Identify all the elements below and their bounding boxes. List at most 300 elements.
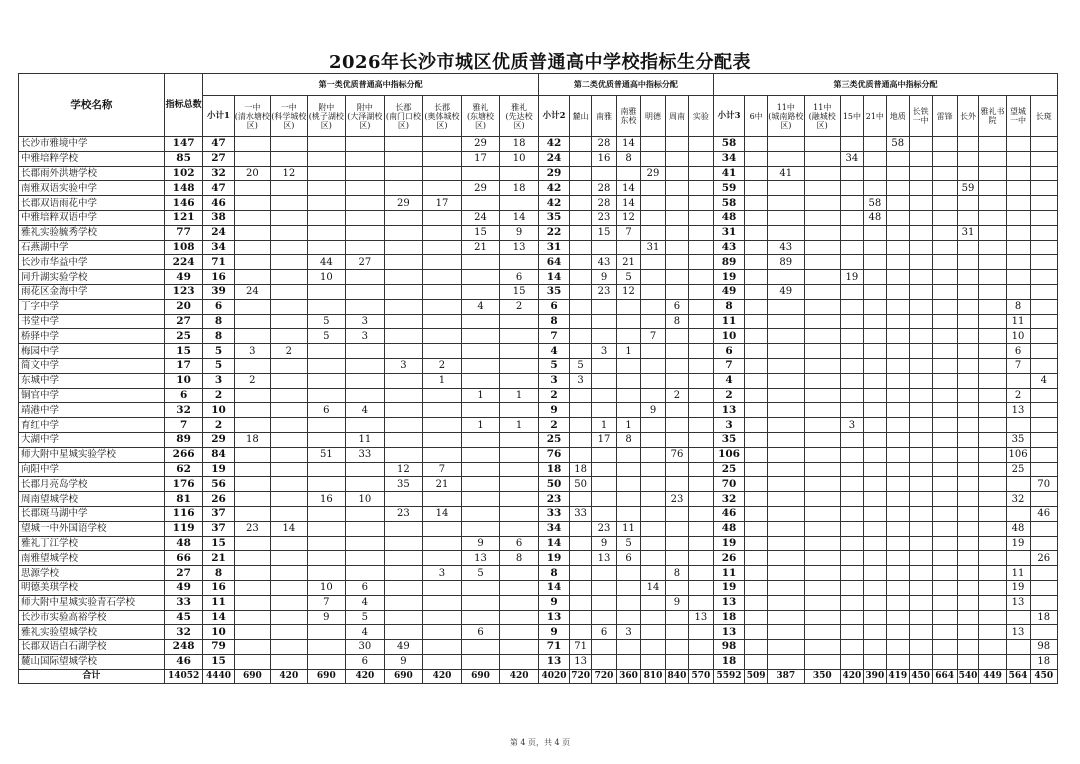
cell-value: 9 (538, 403, 569, 418)
cell-value (384, 137, 423, 152)
cell-value (863, 329, 886, 344)
cell-value: 6 (666, 299, 689, 314)
cell-value (641, 270, 666, 285)
cell-value (768, 299, 804, 314)
cell-value (423, 654, 462, 669)
cell-value (384, 580, 423, 595)
cell-value (346, 462, 385, 477)
cell-value (745, 284, 768, 299)
cell-value (641, 225, 666, 240)
cell-value (1030, 566, 1058, 581)
cell-value: 360 (617, 669, 641, 684)
cell-value (979, 462, 1006, 477)
cell-value: 14 (203, 610, 234, 625)
cell-value (745, 418, 768, 433)
cell-value (461, 403, 500, 418)
cell-value (863, 536, 886, 551)
cell-value: 146 (164, 196, 203, 211)
cell-value (234, 196, 270, 211)
cell-value (234, 506, 270, 521)
cell-value (886, 640, 909, 655)
cell-value (234, 181, 270, 196)
cell-value (957, 255, 979, 270)
cell-value (346, 477, 385, 492)
column-header: 南雅 (592, 96, 617, 137)
cell-value: 564 (1006, 669, 1030, 684)
cell-value (461, 166, 500, 181)
cell-value (909, 521, 932, 536)
cell-value: 10 (307, 580, 346, 595)
cell-value: 420 (423, 669, 462, 684)
cell-value (346, 166, 385, 181)
cell-value: 509 (745, 669, 768, 684)
cell-value (863, 595, 886, 610)
cell-value (1030, 181, 1058, 196)
cell-value (234, 225, 270, 240)
cell-value (1006, 654, 1030, 669)
cell-value (307, 373, 346, 388)
cell-value: 3 (346, 314, 385, 329)
cell-value: 23 (234, 521, 270, 536)
cell-value: 48 (164, 536, 203, 551)
cell-value: 18 (500, 181, 539, 196)
cell-value: 8 (713, 299, 744, 314)
cell-value (979, 432, 1006, 447)
cell-value (1030, 344, 1058, 359)
cell-value (666, 210, 689, 225)
cell-value (804, 551, 840, 566)
cell-value (979, 240, 1006, 255)
column-header: 雅礼书院 (979, 96, 1006, 137)
cell-value (1030, 284, 1058, 299)
column-header: 附中 (大泽湖校区) (346, 96, 385, 137)
table-row (19, 625, 1058, 640)
cell-value (500, 625, 539, 640)
table-row (19, 610, 1058, 625)
total-row (19, 669, 1058, 684)
cell-value (909, 270, 932, 285)
cell-value (768, 566, 804, 581)
school-name: 同升湖实验学校 (19, 270, 165, 285)
cell-value (617, 314, 641, 329)
cell-value (384, 610, 423, 625)
cell-value: 70 (1030, 477, 1058, 492)
cell-value (1030, 403, 1058, 418)
cell-value: 9 (538, 595, 569, 610)
cell-value: 34 (538, 521, 569, 536)
cell-value: 18 (713, 610, 744, 625)
cell-value (461, 344, 500, 359)
cell-value: 23 (384, 506, 423, 521)
cell-value: 18 (234, 432, 270, 447)
cell-value (666, 462, 689, 477)
cell-value (271, 462, 307, 477)
cell-value (957, 270, 979, 285)
cell-value (234, 551, 270, 566)
cell-value (840, 477, 863, 492)
table-row (19, 358, 1058, 373)
cell-value: 46 (203, 196, 234, 211)
cell-value: 13 (1006, 403, 1030, 418)
cell-value (617, 492, 641, 507)
school-name: 南雅望城学校 (19, 551, 165, 566)
cell-value: 19 (1006, 536, 1030, 551)
cell-value: 1 (423, 373, 462, 388)
cell-value (979, 388, 1006, 403)
cell-value (688, 654, 713, 669)
cell-value (932, 447, 957, 462)
cell-value (886, 314, 909, 329)
cell-value: 25 (1006, 462, 1030, 477)
cell-value (979, 403, 1006, 418)
cell-value: 31 (641, 240, 666, 255)
cell-value: 1 (617, 418, 641, 433)
cell-value (570, 551, 592, 566)
cell-value (909, 358, 932, 373)
cell-value (932, 654, 957, 669)
cell-value (932, 580, 957, 595)
cell-value (641, 388, 666, 403)
cell-value (957, 314, 979, 329)
cell-value: 119 (164, 521, 203, 536)
cell-value: 8 (203, 329, 234, 344)
cell-value (617, 610, 641, 625)
cell-value (768, 418, 804, 433)
cell-value: 58 (713, 196, 744, 211)
cell-value (1006, 166, 1030, 181)
cell-value (688, 137, 713, 152)
cell-value: 9 (538, 625, 569, 640)
cell-value (745, 654, 768, 669)
column-header: 21中 (863, 96, 886, 137)
cell-value (666, 432, 689, 447)
cell-value: 31 (957, 225, 979, 240)
cell-value (346, 506, 385, 521)
cell-value (840, 299, 863, 314)
cell-value: 49 (164, 270, 203, 285)
cell-value: 18 (1030, 654, 1058, 669)
cell-value (840, 314, 863, 329)
cell-value (840, 137, 863, 152)
cell-value: 4440 (203, 669, 234, 684)
cell-value (745, 373, 768, 388)
cell-value: 11 (1006, 566, 1030, 581)
cell-value: 29 (461, 137, 500, 152)
cell-value: 5592 (713, 669, 744, 684)
cell-value (500, 506, 539, 521)
cell-value: 116 (164, 506, 203, 521)
cell-value: 46 (164, 654, 203, 669)
cell-value (768, 373, 804, 388)
cell-value (570, 329, 592, 344)
cell-value (641, 462, 666, 477)
cell-value (423, 447, 462, 462)
cell-value (1006, 196, 1030, 211)
cell-value (863, 240, 886, 255)
cell-value: 8 (666, 566, 689, 581)
cell-value (570, 181, 592, 196)
cell-value: 27 (203, 151, 234, 166)
cell-value (768, 137, 804, 152)
cell-value (592, 580, 617, 595)
cell-value (307, 477, 346, 492)
cell-value (500, 314, 539, 329)
cell-value (863, 418, 886, 433)
school-name: 丁字中学 (19, 299, 165, 314)
cell-value (384, 270, 423, 285)
cell-value (666, 610, 689, 625)
cell-value (1006, 418, 1030, 433)
cell-value (863, 225, 886, 240)
cell-value (688, 580, 713, 595)
cell-value (863, 388, 886, 403)
cell-value (804, 255, 840, 270)
cell-value (745, 566, 768, 581)
cell-value (886, 447, 909, 462)
cell-value: 24 (538, 151, 569, 166)
cell-value (271, 299, 307, 314)
cell-value (863, 462, 886, 477)
cell-value (500, 447, 539, 462)
cell-value (804, 166, 840, 181)
cell-value: 49 (713, 284, 744, 299)
cell-value (346, 521, 385, 536)
table-row (19, 270, 1058, 285)
cell-value: 35 (538, 210, 569, 225)
cell-value (666, 477, 689, 492)
cell-value (886, 492, 909, 507)
cell-value (346, 566, 385, 581)
cell-value: 14 (538, 270, 569, 285)
cell-value (666, 329, 689, 344)
cell-value: 5 (617, 536, 641, 551)
school-name: 铜官中学 (19, 388, 165, 403)
cell-value (307, 566, 346, 581)
cell-value: 29 (203, 432, 234, 447)
cell-value (500, 329, 539, 344)
cell-value (979, 137, 1006, 152)
cell-value (688, 196, 713, 211)
cell-value: 2 (423, 358, 462, 373)
school-name: 思源学校 (19, 566, 165, 581)
cell-value (666, 166, 689, 181)
cell-value (1030, 447, 1058, 462)
cell-value (932, 373, 957, 388)
cell-value (346, 299, 385, 314)
cell-value (617, 566, 641, 581)
cell-value (745, 344, 768, 359)
header-group1: 第一类优质普通高中指标分配 (203, 74, 539, 96)
cell-value (768, 610, 804, 625)
cell-value: 34 (713, 151, 744, 166)
cell-value (234, 299, 270, 314)
table-row (19, 566, 1058, 581)
cell-value: 58 (863, 196, 886, 211)
cell-value: 266 (164, 447, 203, 462)
cell-value: 19 (713, 580, 744, 595)
cell-value: 10 (307, 270, 346, 285)
table-row (19, 432, 1058, 447)
cell-value: 10 (1006, 329, 1030, 344)
cell-value (423, 181, 462, 196)
cell-value (1006, 373, 1030, 388)
cell-value (957, 299, 979, 314)
cell-value (688, 462, 713, 477)
cell-value: 43 (713, 240, 744, 255)
cell-value: 11 (1006, 314, 1030, 329)
cell-value (863, 299, 886, 314)
cell-value (745, 181, 768, 196)
cell-value: 3 (384, 358, 423, 373)
school-name: 中雅培粹双语中学 (19, 210, 165, 225)
cell-value: 7 (617, 225, 641, 240)
cell-value (307, 432, 346, 447)
cell-value: 21 (423, 477, 462, 492)
cell-value (384, 536, 423, 551)
cell-value (570, 447, 592, 462)
cell-value (957, 610, 979, 625)
cell-value (932, 551, 957, 566)
cell-value (979, 196, 1006, 211)
cell-value (1030, 418, 1058, 433)
school-name: 长沙市实验高裕学校 (19, 610, 165, 625)
cell-value: 51 (307, 447, 346, 462)
cell-value (688, 373, 713, 388)
cell-value (271, 314, 307, 329)
cell-value (745, 240, 768, 255)
cell-value: 64 (538, 255, 569, 270)
cell-value: 37 (203, 521, 234, 536)
cell-value (234, 270, 270, 285)
cell-value: 18 (500, 137, 539, 152)
cell-value: 35 (538, 284, 569, 299)
cell-value (688, 432, 713, 447)
cell-value (863, 432, 886, 447)
cell-value: 4 (1030, 373, 1058, 388)
cell-value (804, 610, 840, 625)
cell-value: 15 (592, 225, 617, 240)
column-header: 附中 (桃子湖校区) (307, 96, 346, 137)
table-row (19, 299, 1058, 314)
cell-value (592, 462, 617, 477)
cell-value (234, 580, 270, 595)
cell-value (804, 566, 840, 581)
cell-value (932, 210, 957, 225)
cell-value (957, 344, 979, 359)
cell-value (234, 625, 270, 640)
school-name: 简文中学 (19, 358, 165, 373)
cell-value (384, 299, 423, 314)
cell-value: 5 (203, 358, 234, 373)
cell-value (768, 595, 804, 610)
cell-value (909, 388, 932, 403)
cell-value (932, 344, 957, 359)
cell-value (570, 595, 592, 610)
cell-value: 7 (1006, 358, 1030, 373)
cell-value (384, 344, 423, 359)
cell-value: 14 (423, 506, 462, 521)
cell-value (346, 181, 385, 196)
cell-value (384, 566, 423, 581)
cell-value (570, 210, 592, 225)
cell-value (384, 151, 423, 166)
cell-value (804, 270, 840, 285)
cell-value: 9 (307, 610, 346, 625)
cell-value (570, 492, 592, 507)
cell-value (745, 358, 768, 373)
table-row (19, 166, 1058, 181)
cell-value: 540 (957, 669, 979, 684)
cell-value (745, 403, 768, 418)
cell-value (932, 492, 957, 507)
cell-value: 10 (500, 151, 539, 166)
allocation-table (18, 73, 1058, 684)
cell-value (384, 166, 423, 181)
cell-value (957, 625, 979, 640)
cell-value: 29 (538, 166, 569, 181)
cell-value (666, 181, 689, 196)
table-row (19, 151, 1058, 166)
cell-value (979, 418, 1006, 433)
cell-value (957, 137, 979, 152)
cell-value (932, 566, 957, 581)
cell-value (909, 240, 932, 255)
cell-value (804, 580, 840, 595)
table-row (19, 462, 1058, 477)
cell-value (957, 418, 979, 433)
cell-value (863, 477, 886, 492)
cell-value: 14 (538, 580, 569, 595)
cell-value (932, 477, 957, 492)
school-name: 雅礼实验毓秀学校 (19, 225, 165, 240)
column-header: 15中 (840, 96, 863, 137)
cell-value (423, 314, 462, 329)
cell-value: 8 (203, 566, 234, 581)
cell-value: 5 (307, 314, 346, 329)
cell-value: 420 (346, 669, 385, 684)
cell-value: 3 (617, 625, 641, 640)
cell-value (768, 432, 804, 447)
cell-value: 76 (538, 447, 569, 462)
cell-value: 810 (641, 669, 666, 684)
cell-value: 21 (461, 240, 500, 255)
cell-value (909, 625, 932, 640)
cell-value (666, 536, 689, 551)
cell-value: 58 (713, 137, 744, 152)
cell-value (745, 388, 768, 403)
cell-value (688, 210, 713, 225)
cell-value: 98 (1030, 640, 1058, 655)
cell-value (768, 462, 804, 477)
table-row (19, 240, 1058, 255)
cell-value (346, 137, 385, 152)
cell-value (804, 181, 840, 196)
cell-value (617, 388, 641, 403)
cell-value (909, 640, 932, 655)
cell-value (957, 329, 979, 344)
table-row (19, 210, 1058, 225)
cell-value (423, 270, 462, 285)
cell-value (768, 536, 804, 551)
cell-value (768, 477, 804, 492)
cell-value: 420 (271, 669, 307, 684)
cell-value (886, 403, 909, 418)
cell-value (768, 492, 804, 507)
cell-value (932, 388, 957, 403)
cell-value (641, 196, 666, 211)
cell-value (909, 566, 932, 581)
cell-value: 11 (713, 566, 744, 581)
